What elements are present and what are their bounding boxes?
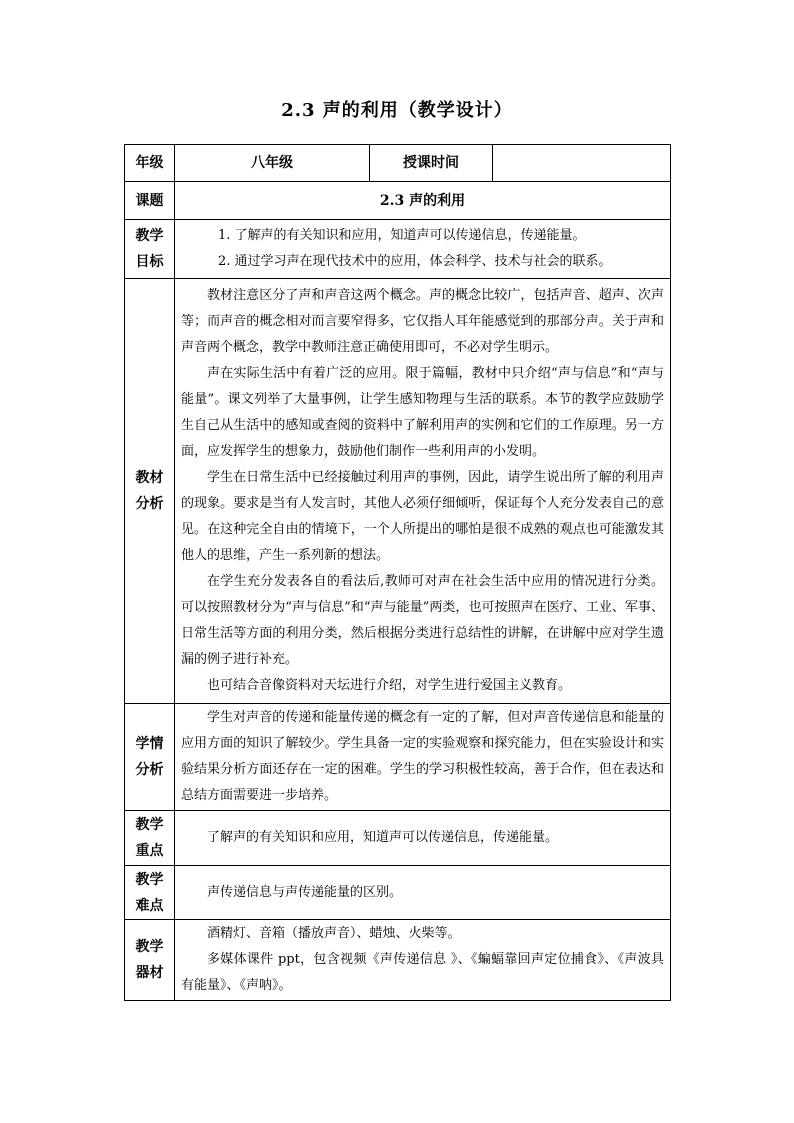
class-time-value bbox=[493, 145, 671, 182]
material-paragraph: 声在实际生活中有着广泛的应用。限于篇幅，教材中只介绍“声与信息”和“声与能量”。课文列举了大量事例，让学生感知物理与生活的联系。本节的教学应鼓励学生自己从生活中的感知或查阅的资料中了解利用声的实例和它们的工作原理。另一方面，应发挥学生的想象力，鼓励他们制作一些利用声的小发明。 bbox=[181, 366, 664, 459]
equipment-row bbox=[125, 920, 671, 1001]
equipment-content bbox=[175, 920, 671, 1001]
goal-item: 2. 通过学习声在现代技术中的应用，体会科学、技术与社会的联系。 bbox=[218, 254, 612, 269]
equipment-paragraph: 酒精灯、音箱（播放声音）、蜡烛、火柴等。 bbox=[207, 926, 461, 941]
student-analysis-row bbox=[125, 704, 671, 811]
material-paragraph: 在学生充分发表各自的看法后,教师可对声在社会生活中应用的情况进行分类。可以按照教材分为“声与信息”和“声与能量”两类，也可按照声在医疗、工业、军事、日常生活等方面的利用分类，然后根据分类进行总结性的讲解，在讲解中应对学生遗漏的例子进行补充。 bbox=[181, 574, 664, 667]
key-points-label: 教学 重点 bbox=[125, 811, 175, 866]
material-paragraph: 教材注意区分了声和声音这两个概念。声的概念比较广，包括声音、超声、次声等；而声音的概念相对而言要窄得多，它仅指人耳年能感觉到的那部分声。关于声和声音两个概念，教学中教师注意正确使用即可，不必对学生明示。 bbox=[181, 288, 664, 355]
student-analysis-label: 学情 分析 bbox=[125, 704, 175, 811]
class-time-label: 授课时间 bbox=[370, 145, 493, 182]
goals-row bbox=[125, 220, 671, 279]
goals-content bbox=[175, 220, 671, 279]
goals-label: 教学 目标 bbox=[125, 220, 175, 279]
material-analysis-label: 教材 分析 bbox=[125, 279, 175, 704]
topic-row bbox=[125, 182, 671, 220]
grade-label: 年级 bbox=[125, 145, 175, 182]
page-title: 2.3 声的利用（教学设计） bbox=[281, 100, 513, 121]
equipment-paragraph: 多媒体课件 ppt，包含视频《声传递信息 》、《蝙蝠靠回声定位捕食》、《声波具有能量》、《声呐》。 bbox=[181, 952, 664, 993]
material-paragraph: 也可结合音像资料对天坛进行介绍，对学生进行爱国主义教育。 bbox=[207, 678, 572, 693]
material-analysis-content bbox=[175, 279, 671, 704]
student-paragraph: 学生对声音的传递和能量传递的概念有一定的了解，但对声音传递信息和能量的应用方面的知识了解较少。学生具备一定的实验观察和探究能力，但在实验设计和实验结果分析方面还存在一定的困难。学生的学习积极性较高，善于合作，但在表达和总结方面需要进一步培养。 bbox=[181, 710, 664, 803]
difficulty-content: 声传递信息与声传递能量的区别。 bbox=[175, 866, 671, 920]
material-paragraph: 学生在日常生活中已经接触过利用声的事例，因此，请学生说出所了解的利用声的现象。要求是当有人发言时，其他人必须仔细倾听，保证每个人充分发表自己的意见。在这种完全自由的情境下，一个人所提出的哪怕是很不成熟的观点也可能激发其他人的思维，产生一系列新的想法。 bbox=[181, 470, 664, 563]
key-points-content: 了解声的有关知识和应用，知道声可以传递信息，传递能量。 bbox=[175, 811, 671, 866]
difficulty-row bbox=[125, 866, 671, 920]
grade-value: 八年级 bbox=[175, 145, 370, 182]
student-analysis-content bbox=[175, 704, 671, 811]
topic-label: 课题 bbox=[125, 182, 175, 220]
lesson-plan-table bbox=[124, 144, 671, 1001]
key-points-row bbox=[125, 811, 671, 866]
equipment-label: 教学 器材 bbox=[125, 920, 175, 1001]
difficulty-label: 教学 难点 bbox=[125, 866, 175, 920]
material-analysis-row bbox=[125, 279, 671, 704]
topic-value: 2.3 声的利用 bbox=[175, 182, 671, 220]
grade-row bbox=[125, 145, 671, 182]
goal-item: 1. 了解声的有关知识和应用，知道声可以传递信息，传递能量。 bbox=[218, 228, 586, 243]
